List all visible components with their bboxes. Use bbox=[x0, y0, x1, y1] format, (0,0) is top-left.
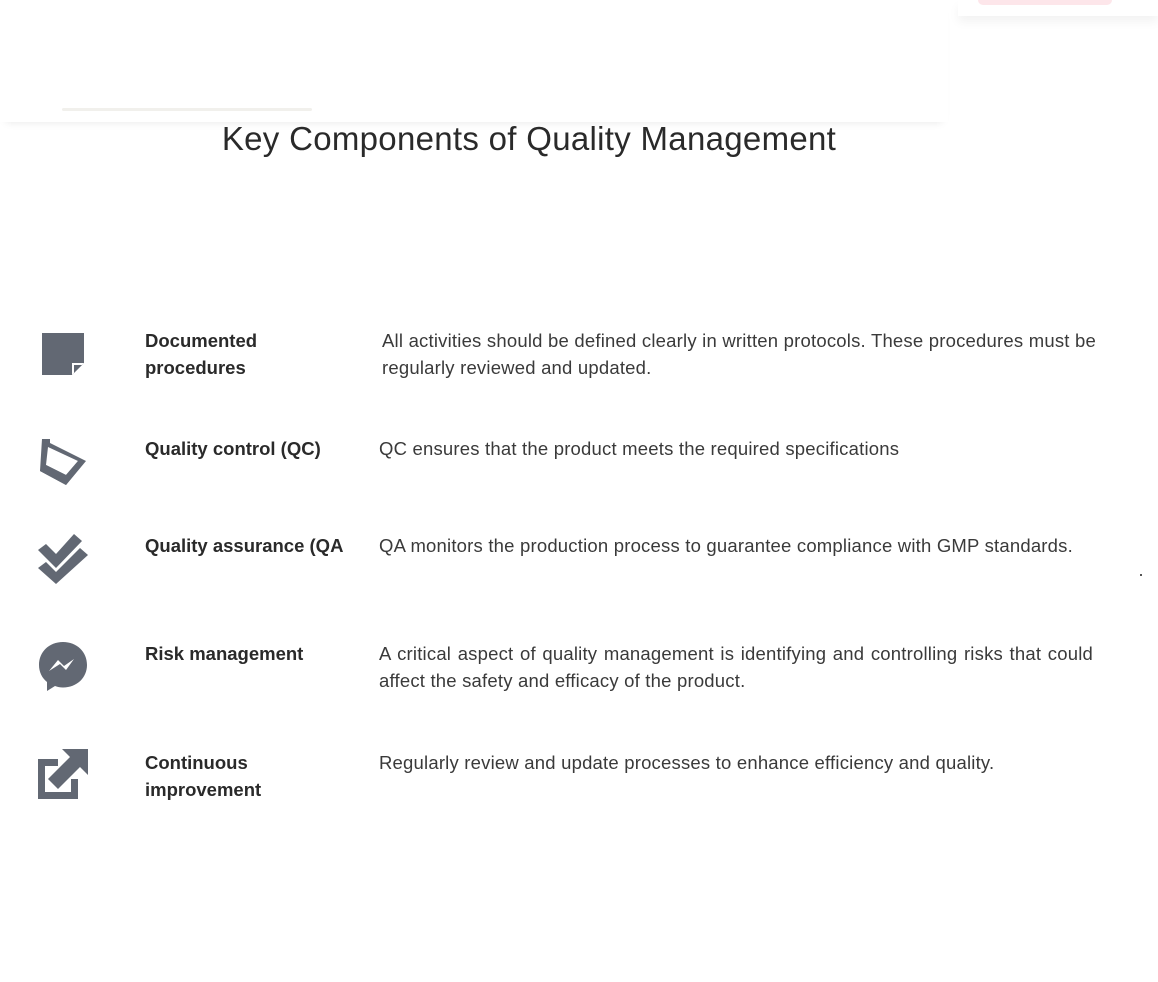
component-description: Regularly review and update processes to enhance efficiency and quality. bbox=[379, 752, 995, 773]
component-label: Documented procedures bbox=[145, 330, 258, 378]
component-description: QC ensures that the product meets the required specifications bbox=[379, 438, 900, 459]
page-title: Key Components of Quality Management bbox=[221, 120, 837, 157]
stray-dot bbox=[1140, 574, 1142, 576]
header-band bbox=[0, 0, 948, 122]
messenger-icon bbox=[36, 640, 90, 694]
component-label: Continuous improvement bbox=[145, 752, 262, 800]
external-link-icon bbox=[36, 749, 90, 803]
sticky-note-icon bbox=[36, 327, 90, 381]
component-description: All activities should be defined clearly in written protocols. These procedures must be regularly reviewed and updated. bbox=[382, 330, 1096, 378]
component-description: A critical aspect of quality management is identifying and controlling risks that could affect the safety and efficacy of the product. bbox=[379, 643, 1093, 691]
component-label: Risk management bbox=[145, 643, 304, 664]
header-divider bbox=[62, 108, 312, 111]
header-accent-pill bbox=[978, 0, 1112, 5]
component-label: Quality assurance (QA bbox=[145, 535, 344, 556]
component-label: Quality control (QC) bbox=[145, 438, 321, 459]
component-description: QA monitors the production process to guarantee compliance with GMP standards. bbox=[379, 535, 1073, 556]
double-check-icon bbox=[36, 532, 90, 586]
paint-bucket-icon bbox=[36, 435, 90, 489]
